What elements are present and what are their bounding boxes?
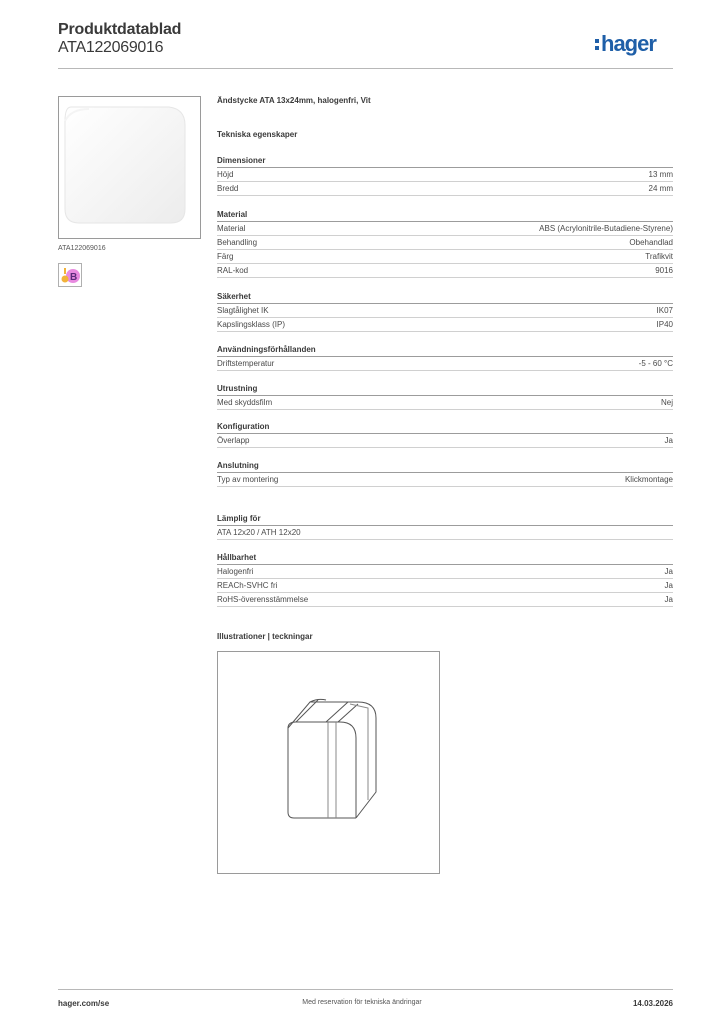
footer-website-link[interactable]: hager.com/se [58,999,110,1008]
end-cap-line-drawing [218,652,439,873]
spec-row: Halogenfri Ja [217,565,673,579]
section-title: Säkerhet [217,290,673,304]
section-utrustning [217,382,673,410]
section-dimensioner [217,154,673,196]
logo-dot-top [595,39,599,43]
spec-row: RoHS-överensstämmelse Ja [217,593,673,607]
spec-row: Överlapp Ja [217,434,673,448]
spec-row: REACh-SVHC fri Ja [217,579,673,593]
section-anvandning [217,343,673,371]
product-photo [58,96,201,239]
section-title: Dimensioner [217,154,673,168]
spec-row: Höjd 13 mm [217,168,673,182]
spec-row: Slagtålighet IK IK07 [217,304,673,318]
spec-row: Material ABS (Acrylonitrile-Butadiene-Styrene) [217,222,673,236]
section-title: Användningsförhållanden [217,343,673,357]
spec-row: Med skyddsfilm Nej [217,396,673,410]
technical-drawing [217,651,440,874]
section-title: Lämplig för [217,512,673,526]
document-title: Produktdatablad [58,21,182,38]
footer-date: 14.03.2026 [632,999,673,1008]
section-hallbarhet [217,551,673,607]
logo-wordmark: hager [601,31,656,56]
product-code: ATA122069016 [58,39,164,56]
hager-logo [594,31,674,57]
section-title: Utrustning [217,382,673,396]
halogen-free-b-icon [58,263,82,287]
spec-row: Typ av montering Klickmontage [217,473,673,487]
product-photo-image [59,97,200,238]
header-divider [58,68,673,69]
section-material [217,208,673,278]
spec-row: Bredd 24 mm [217,182,673,196]
svg-text:B: B [70,272,78,283]
section-title: Konfiguration [217,420,673,434]
tech-heading: Tekniska egenskaper [217,130,298,139]
photo-caption: ATA122069016 [58,245,106,252]
product-name: Ändstycke ATA 13x24mm, halogenfri, Vit [217,96,371,105]
illustrations-heading: Illustrationer | teckningar [217,632,313,641]
spec-row: Driftstemperatur -5 - 60 °C [217,357,673,371]
footer-divider [58,989,673,990]
footer-notice: Med reservation för tekniska ändringar [302,999,422,1006]
spec-row: ATA 12x20 / ATH 12x20 [217,526,673,540]
section-title: Hållbarhet [217,551,673,565]
section-sakerhet [217,290,673,332]
spec-row: RAL-kod 9016 [217,264,673,278]
spec-row: Färg Trafikvit [217,250,673,264]
spec-row: Behandling Obehandlad [217,236,673,250]
spec-row: Kapslingsklass (IP) IP40 [217,318,673,332]
logo-dot-bottom [595,46,599,50]
section-lamplig-for [217,512,673,540]
section-title: Material [217,208,673,222]
section-anslutning [217,459,673,487]
section-title: Anslutning [217,459,673,473]
section-konfiguration [217,420,673,448]
